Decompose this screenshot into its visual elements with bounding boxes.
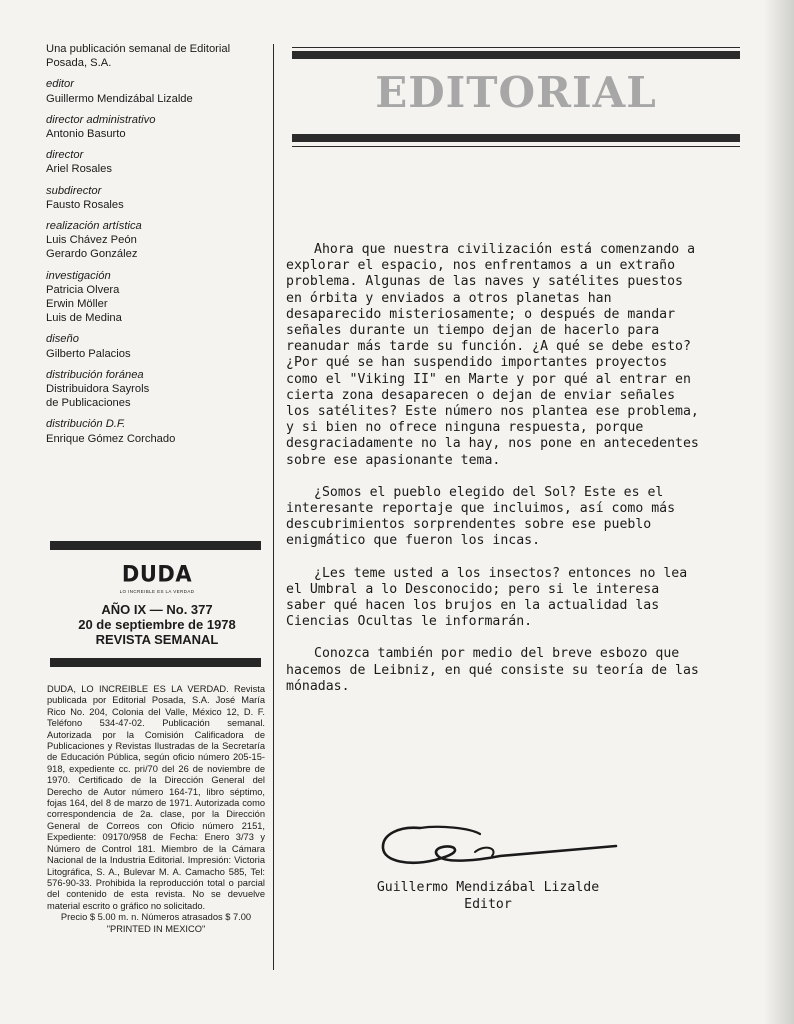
masthead-bar-top (50, 541, 261, 550)
editorial-paragraph-1: Ahora que nuestra civilización está comenzando a explorar el espacio, nos enfrentamos a un extraño problema. Algunas de las naves y satélites puestos en órbita y enviados a otros planetas han desaparecido misteriosamente; o después de mandar señales durante un tiempo dejan de hacerlo para reanudar más tarde su función. ¿A qué se debe esto? ¿Por qué se han suspendido importantes proyectos como el "Viking II" en Marte y por qué al entrar en cierta zona desaparecen o dejan de enviar señales los satélites? Este número nos plantea ese problema, y si bien no ofrece ninguna respuesta, porque desgraciadamente no la hay, nos pone en antecedentes sobre ese apasionante tema. (286, 242, 699, 468)
editorial-title: EDITORIAL (375, 68, 657, 117)
credit-name: Distribuidora Sayrols (46, 383, 150, 396)
credit-name: Erwin Möller (46, 298, 108, 311)
credit-role: director (46, 149, 84, 162)
credit-name: de Publicaciones (46, 397, 131, 410)
credit-role: investigación (46, 269, 111, 282)
price-line: Precio $ 5.00 m. n. Números atrasados $ 7.00 (60, 912, 252, 923)
editorial-rule-bottom (292, 134, 740, 147)
vertical-divider (273, 44, 274, 970)
editorial-rule-top (292, 47, 740, 59)
editorial-paragraph-2: ¿Somos el pueblo elegido del Sol? Este es el interesante reportaje que incluimos, así como más descubrimientos sorprendentes sobre ese pueblo enigmático que fueron los incas. (286, 484, 676, 549)
page-edge-shadow (764, 0, 794, 1024)
credit-block (46, 148, 268, 176)
credit-role: realización artística (46, 220, 142, 233)
masthead-bar-bottom (50, 658, 261, 667)
credit-name: Patricia Olvera (46, 283, 120, 296)
printed-in-mexico: "PRINTED IN MEXICO" (106, 923, 206, 934)
duda-tagline: LO INCREIBLE ES LA VERDAD (119, 589, 195, 594)
publisher-line: Una publicación semanal de Editorial Posada, S.A. (46, 43, 231, 70)
signature-title: Editor (464, 897, 512, 912)
date-line: 20 de septiembre de 1978 (78, 617, 236, 632)
credit-block (46, 368, 268, 411)
signature-block (290, 879, 686, 913)
credit-name: Luis Chávez Peón (46, 234, 137, 247)
credit-block (46, 269, 268, 326)
credit-block (46, 184, 268, 212)
duda-logo: DUDA (121, 561, 193, 587)
credit-role: diseño (46, 333, 79, 346)
credit-name: Gilberto Palacios (46, 347, 131, 360)
credit-name: Fausto Rosales (46, 198, 124, 211)
credit-block (46, 77, 268, 105)
credit-block (46, 219, 268, 262)
credit-role: subdirector (46, 184, 102, 197)
credits-list (46, 77, 268, 445)
credit-name: Ariel Rosales (46, 163, 112, 176)
masthead-column (46, 42, 268, 453)
credit-role: editor (46, 78, 74, 91)
editorial-paragraph-3: ¿Les teme usted a los insectos? entonces no lea el Umbral a lo Desconocido; pero si le interesa saber qué hacen los brujos en la actualidad las Ciencias Ocultas le informarán. (286, 565, 688, 630)
signature-name: Guillermo Mendizábal Lizalde (376, 880, 600, 895)
legal-text: DUDA, LO INCREIBLE ES LA VERDAD. Revista publicada por Editorial Posada, S.A. José María Rico No. 204, Colonia del Valle, México 12, D. F. Teléfono 534-47-02. Publicación semanal. Autorizada por la Comisión Calificadora de Publicaciones y Revistas Ilustradas de la Secretaría de Educación Pública, según oficio número 205-15-918, expediente cc. pri/70 del 26 de noviembre de 1970. Certificado de la Dirección General del Derecho de Autor número 164-71, libro séptimo, fojas 164, del 8 de marzo de 1971. Autorizada como correspondencia de 2a. clase, por la Dirección General de Correos con Oficio número 2151, Expediente: 09170/958 de Fecha: Enero 3/73 y Número de Control 181. Miembro de la Cámara Nacional de la Industria Editorial. Impresión: Victoria Litográfica, S. A., Bulevar M. A. Camacho 585, Tel: 576-90-33. Prohibida la reproducción total o parcial del contenido de esta revista. No se devuelve material escrito o gráfico no solicitado. (47, 684, 265, 911)
credit-block (46, 417, 268, 445)
issue-line: AÑO IX — No. 377 (101, 602, 213, 617)
credit-role: director administrativo (46, 113, 156, 126)
credit-name: Antonio Basurto (46, 128, 126, 141)
editor-signature (380, 822, 620, 874)
type-line: REVISTA SEMANAL (95, 632, 219, 647)
credit-name: Luis de Medina (46, 312, 122, 325)
credit-block (46, 332, 268, 360)
editorial-paragraph-4: Conozca también por medio del breve esbozo que hacemos de Leibniz, en qué consiste su teoría de las mónadas. (286, 646, 699, 694)
credit-name: Guillermo Mendizábal Lizalde (46, 92, 193, 105)
credit-role: distribución foránea (46, 368, 144, 381)
legal-notice (47, 684, 265, 935)
editorial-body (286, 242, 706, 711)
credit-block (46, 113, 268, 141)
issue-info (46, 602, 268, 647)
credit-name: Gerardo González (46, 248, 138, 261)
credit-role: distribución D.F. (46, 418, 126, 431)
credit-name: Enrique Gómez Corchado (46, 432, 176, 445)
